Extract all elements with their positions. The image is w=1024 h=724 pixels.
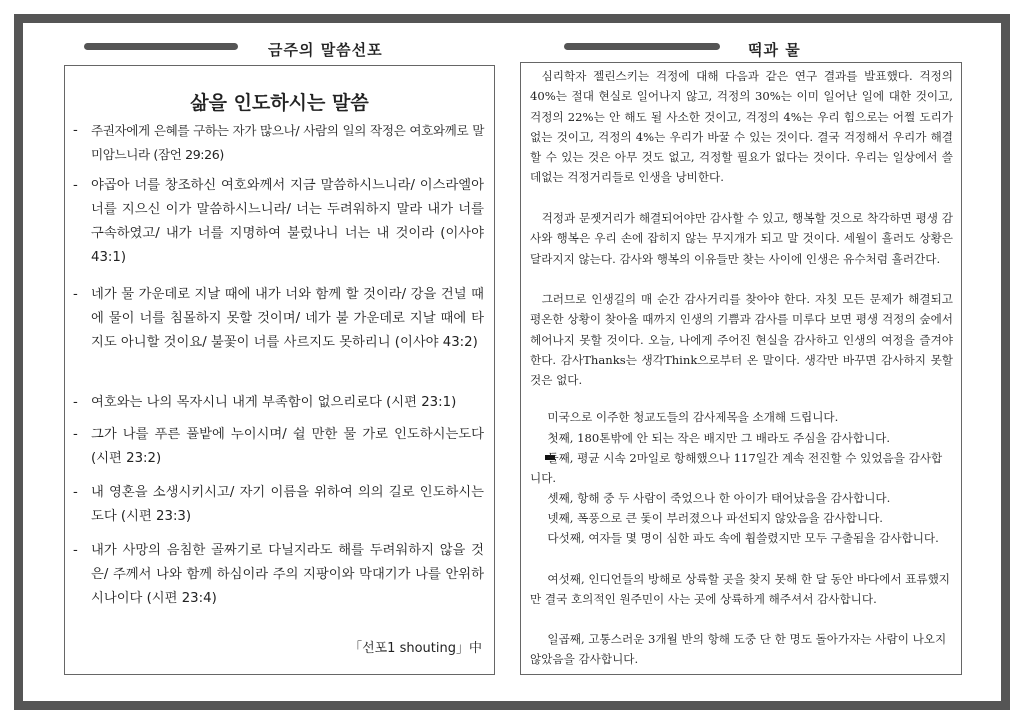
verse-text: 내가 사망의 음침한 골짜기로 다닐지라도 해를 두려워하지 않을 것은/ 주께서 나와 함께 하심이라 주의 지팡이와 막대기가 나를 안위하시나이다 (시편 23:4) <box>91 543 484 606</box>
thanks-item: 셋째, 항해 중 두 사람이 죽었으나 한 아이가 태어났음을 감사합니다. <box>547 491 891 505</box>
thanks-item: 넷째, 폭풍으로 큰 돛이 부러졌으나 파선되지 않았음을 감사합니다. <box>547 511 883 525</box>
thanks-intro: 미국으로 이주한 청교도들의 감사제목을 소개해 드립니다. <box>547 410 839 424</box>
verse-item: - 그가 나를 푸른 풀밭에 누이시며/ 쉴 만한 물 가로 인도하시는도다 (시편 23:2) <box>73 423 484 471</box>
verse-text: 네가 물 가운데로 지날 때에 내가 너와 함께 할 것이라/ 강을 건널 때에 물이 너를 침몰하지 못할 것이며/ 네가 불 가운데로 지날 때에 타지도 아니할 것이요/ 불꽃이 너를 사르지도 못하리니 (이사야 43:2) <box>91 287 484 350</box>
essay-paragraph: 심리학자 젤린스키는 걱정에 대해 다음과 같은 연구 결과를 발표했다. 걱정의 40%는 절대 현실로 일어나지 않고, 걱정의 30%는 이미 일어난 일에 대한 것이고, 걱정의 22%는 안 해도 될 사소한 것이고, 걱정의 4%는 우리 힘으로는 어쩔 도리가 없는 것이고, 걱정의 4%는 우리가 바꿀 수 있는 것이다. 결국 걱정해서 우리가 해결할 수 있는 것은 아무 것도 없고, 걱정할 필요가 없다는 것이다. 우리는 일상에서 쓸데없는 걱정거리들로 인생을 낭비한다. <box>530 69 953 185</box>
verse-item: - 내가 사망의 음침한 골짜기로 다닐지라도 해를 두려워하지 않을 것은/ 주께서 나와 함께 하심이라 주의 지팡이와 막대기가 나를 안위하시나이다 (시편 23:4) <box>73 539 484 611</box>
left-header-bar <box>84 43 238 50</box>
verse-text: 여호와는 나의 목자시니 내게 부족함이 없으리로다 (시편 23:1) <box>91 395 457 410</box>
thanks-item: 여섯째, 인디언들의 방해로 상륙할 곳을 찾지 못해 한 달 동안 바다에서 표류했지만 결국 호의적인 원주민이 사는 곳에 상륙하게 해주셔서 감사합니다. <box>530 572 951 606</box>
verse-item: - 야곱아 너를 창조하신 여호와께서 지금 말씀하시느니라/ 이스라엘아 너를 지으신 이가 말씀하시느니라/ 너는 두려워하지 말라 내가 너를 구속하였고/ 내가 너를 지명하여 불렀나니 너는 내 것이라 (이사야 43:1) <box>73 174 484 270</box>
verse-item: - 주권자에게 은혜를 구하는 자가 많으나/ 사람의 일의 작정은 여호와께로 말미암느니라 (잠언 29:26) <box>73 119 484 167</box>
source-citation: 「선포1 shouting」中 <box>349 641 482 656</box>
thanks-item: 일곱째, 고통스러운 3개월 반의 항해 도중 단 한 명도 돌아가자는 사람이 나오지 않았음을 감사합니다. <box>530 632 947 666</box>
thanks-item: 첫째, 180톤밖에 안 되는 작은 배지만 그 배라도 주심을 감사합니다. <box>547 431 891 445</box>
verse-text: 그가 나를 푸른 풀밭에 누이시며/ 쉴 만한 물 가로 인도하시는도다 (시편 23:2) <box>91 427 484 466</box>
verse-text: 내 영혼을 소생시키시고/ 자기 이름을 위하여 의의 길로 인도하시는도다 (시편 23:3) <box>91 485 484 524</box>
essay-paragraph: 걱정과 문젯거리가 해결되어야만 감사할 수 있고, 행복할 것으로 착각하면 평생 감사와 행복은 우리 손에 잡히지 않는 무지개가 되고 말 것이다. 세월이 흘러도 상황은 달라지지 않는다. 감사와 행복의 이유들만 찾는 사이에 인생은 유수처럼 흘러간다. <box>530 211 953 266</box>
verse-panel <box>64 65 495 675</box>
right-header-title: 떡과 물 <box>748 41 801 59</box>
verse-text: 주권자에게 은혜를 구하는 자가 많으나/ 사람의 일의 작정은 여호와께로 말미암느니라 (잠언 29:26) <box>91 123 484 162</box>
verse-item: - 내 영혼을 소생시키시고/ 자기 이름을 위하여 의의 길로 인도하시는도다 (시편 23:3) <box>73 481 484 529</box>
left-header-title: 금주의 말씀선포 <box>268 41 383 59</box>
verse-panel-title: 삶을 인도하시는 말씀 <box>190 92 369 114</box>
thanks-item: 다섯째, 여자들 몇 명이 심한 파도 속에 휩쓸렸지만 모두 구출됨을 감사합니다. <box>547 531 939 545</box>
thanks-item: 둘째, 평균 시속 2마일로 항해했으나 117일간 계속 전진할 수 있었음을 감사합니다. <box>530 451 943 485</box>
verse-text: 야곱아 너를 창조하신 여호와께서 지금 말씀하시느니라/ 이스라엘아 너를 지으신 이가 말씀하시느니라/ 너는 두려워하지 말라 내가 너를 구속하였고/ 내가 너를 지명하여 불렀나니 너는 내 것이라 (이사야 43:1) <box>91 178 484 265</box>
essay-paragraph: 그러므로 인생길의 매 순간 감사거리를 찾아야 한다. 자칫 모든 문제가 해결되고 평온한 상황이 찾아올 때까지 인생의 기쁨과 감사를 미루다 보면 평생 걱정의 숲에서 헤어나지 못할 것이다. 오늘, 나에게 주어진 현실을 감사하고 인생의 여정을 즐겨야 한다. 감사Thanks는 생각Think으로부터 온 말이다. 생각만 바꾸면 감사하지 못할 것은 없다. <box>530 292 953 388</box>
verse-item: - 여호와는 나의 목자시니 내게 부족함이 없으리로다 (시편 23:1) <box>73 391 484 415</box>
verse-item: - 네가 물 가운데로 지날 때에 내가 너와 함께 할 것이라/ 강을 건널 때에 물이 너를 침몰하지 못할 것이며/ 네가 불 가운데로 지날 때에 타지도 아니할 것이요/ 불꽃이 너를 사르지도 못하리니 (이사야 43:2) <box>73 283 484 355</box>
right-header-bar <box>564 43 720 50</box>
essay-panel <box>520 62 962 675</box>
